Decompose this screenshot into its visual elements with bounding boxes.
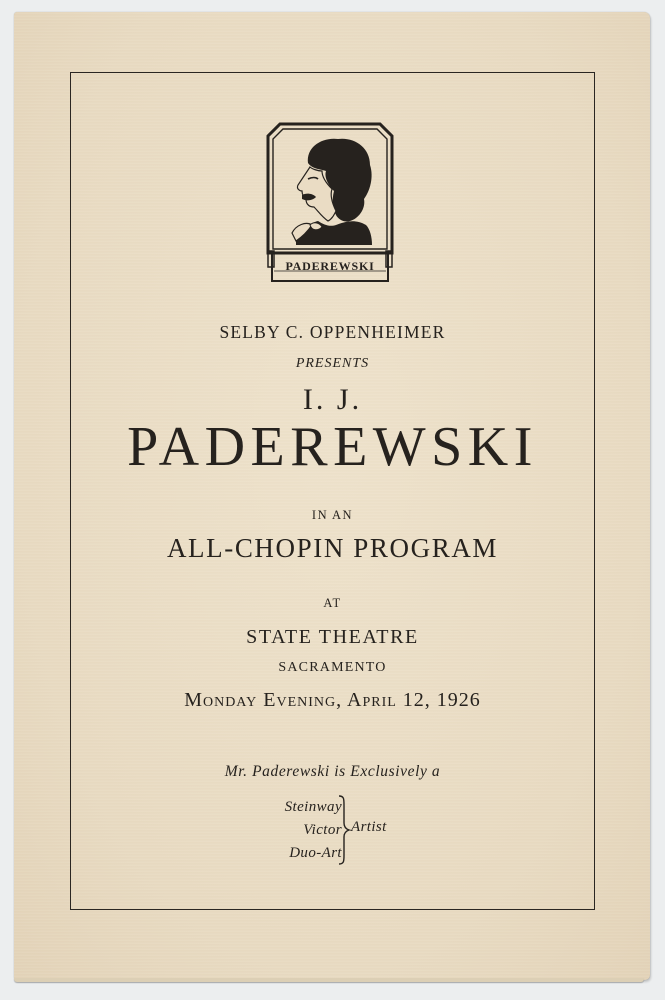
paper-bottom-edge	[14, 978, 644, 982]
program-title: ALL-CHOPIN PROGRAM	[166, 533, 499, 563]
presenter-name: SELBY C. OPPENHEIMER	[219, 322, 446, 342]
brand-steinway: Steinway	[284, 799, 342, 815]
venue-city: SACRAMENTO	[278, 660, 387, 675]
emblem-banner-label: PADEREWSKI	[285, 259, 375, 273]
artist-initials: I. J.	[302, 383, 363, 416]
portrait-emblem	[266, 121, 394, 285]
brand-victor: Victor	[303, 822, 342, 838]
venue-name: STATE THEATRE	[246, 626, 419, 648]
concert-date: Monday Evening, April 12, 1926	[184, 689, 481, 711]
curly-brace-icon	[337, 795, 351, 865]
at-label: AT	[323, 596, 342, 610]
in-an-label: IN AN	[311, 508, 354, 522]
brand-duo-art: Duo-Art	[289, 845, 342, 861]
brand-list	[262, 796, 342, 865]
artist-name-title: PADEREWSKI	[127, 416, 538, 478]
presents-label: PRESENTS	[295, 356, 370, 371]
artist-label: Artist	[351, 819, 387, 835]
exclusive-artist-line: Mr. Paderewski is Exclusively a	[224, 763, 441, 780]
